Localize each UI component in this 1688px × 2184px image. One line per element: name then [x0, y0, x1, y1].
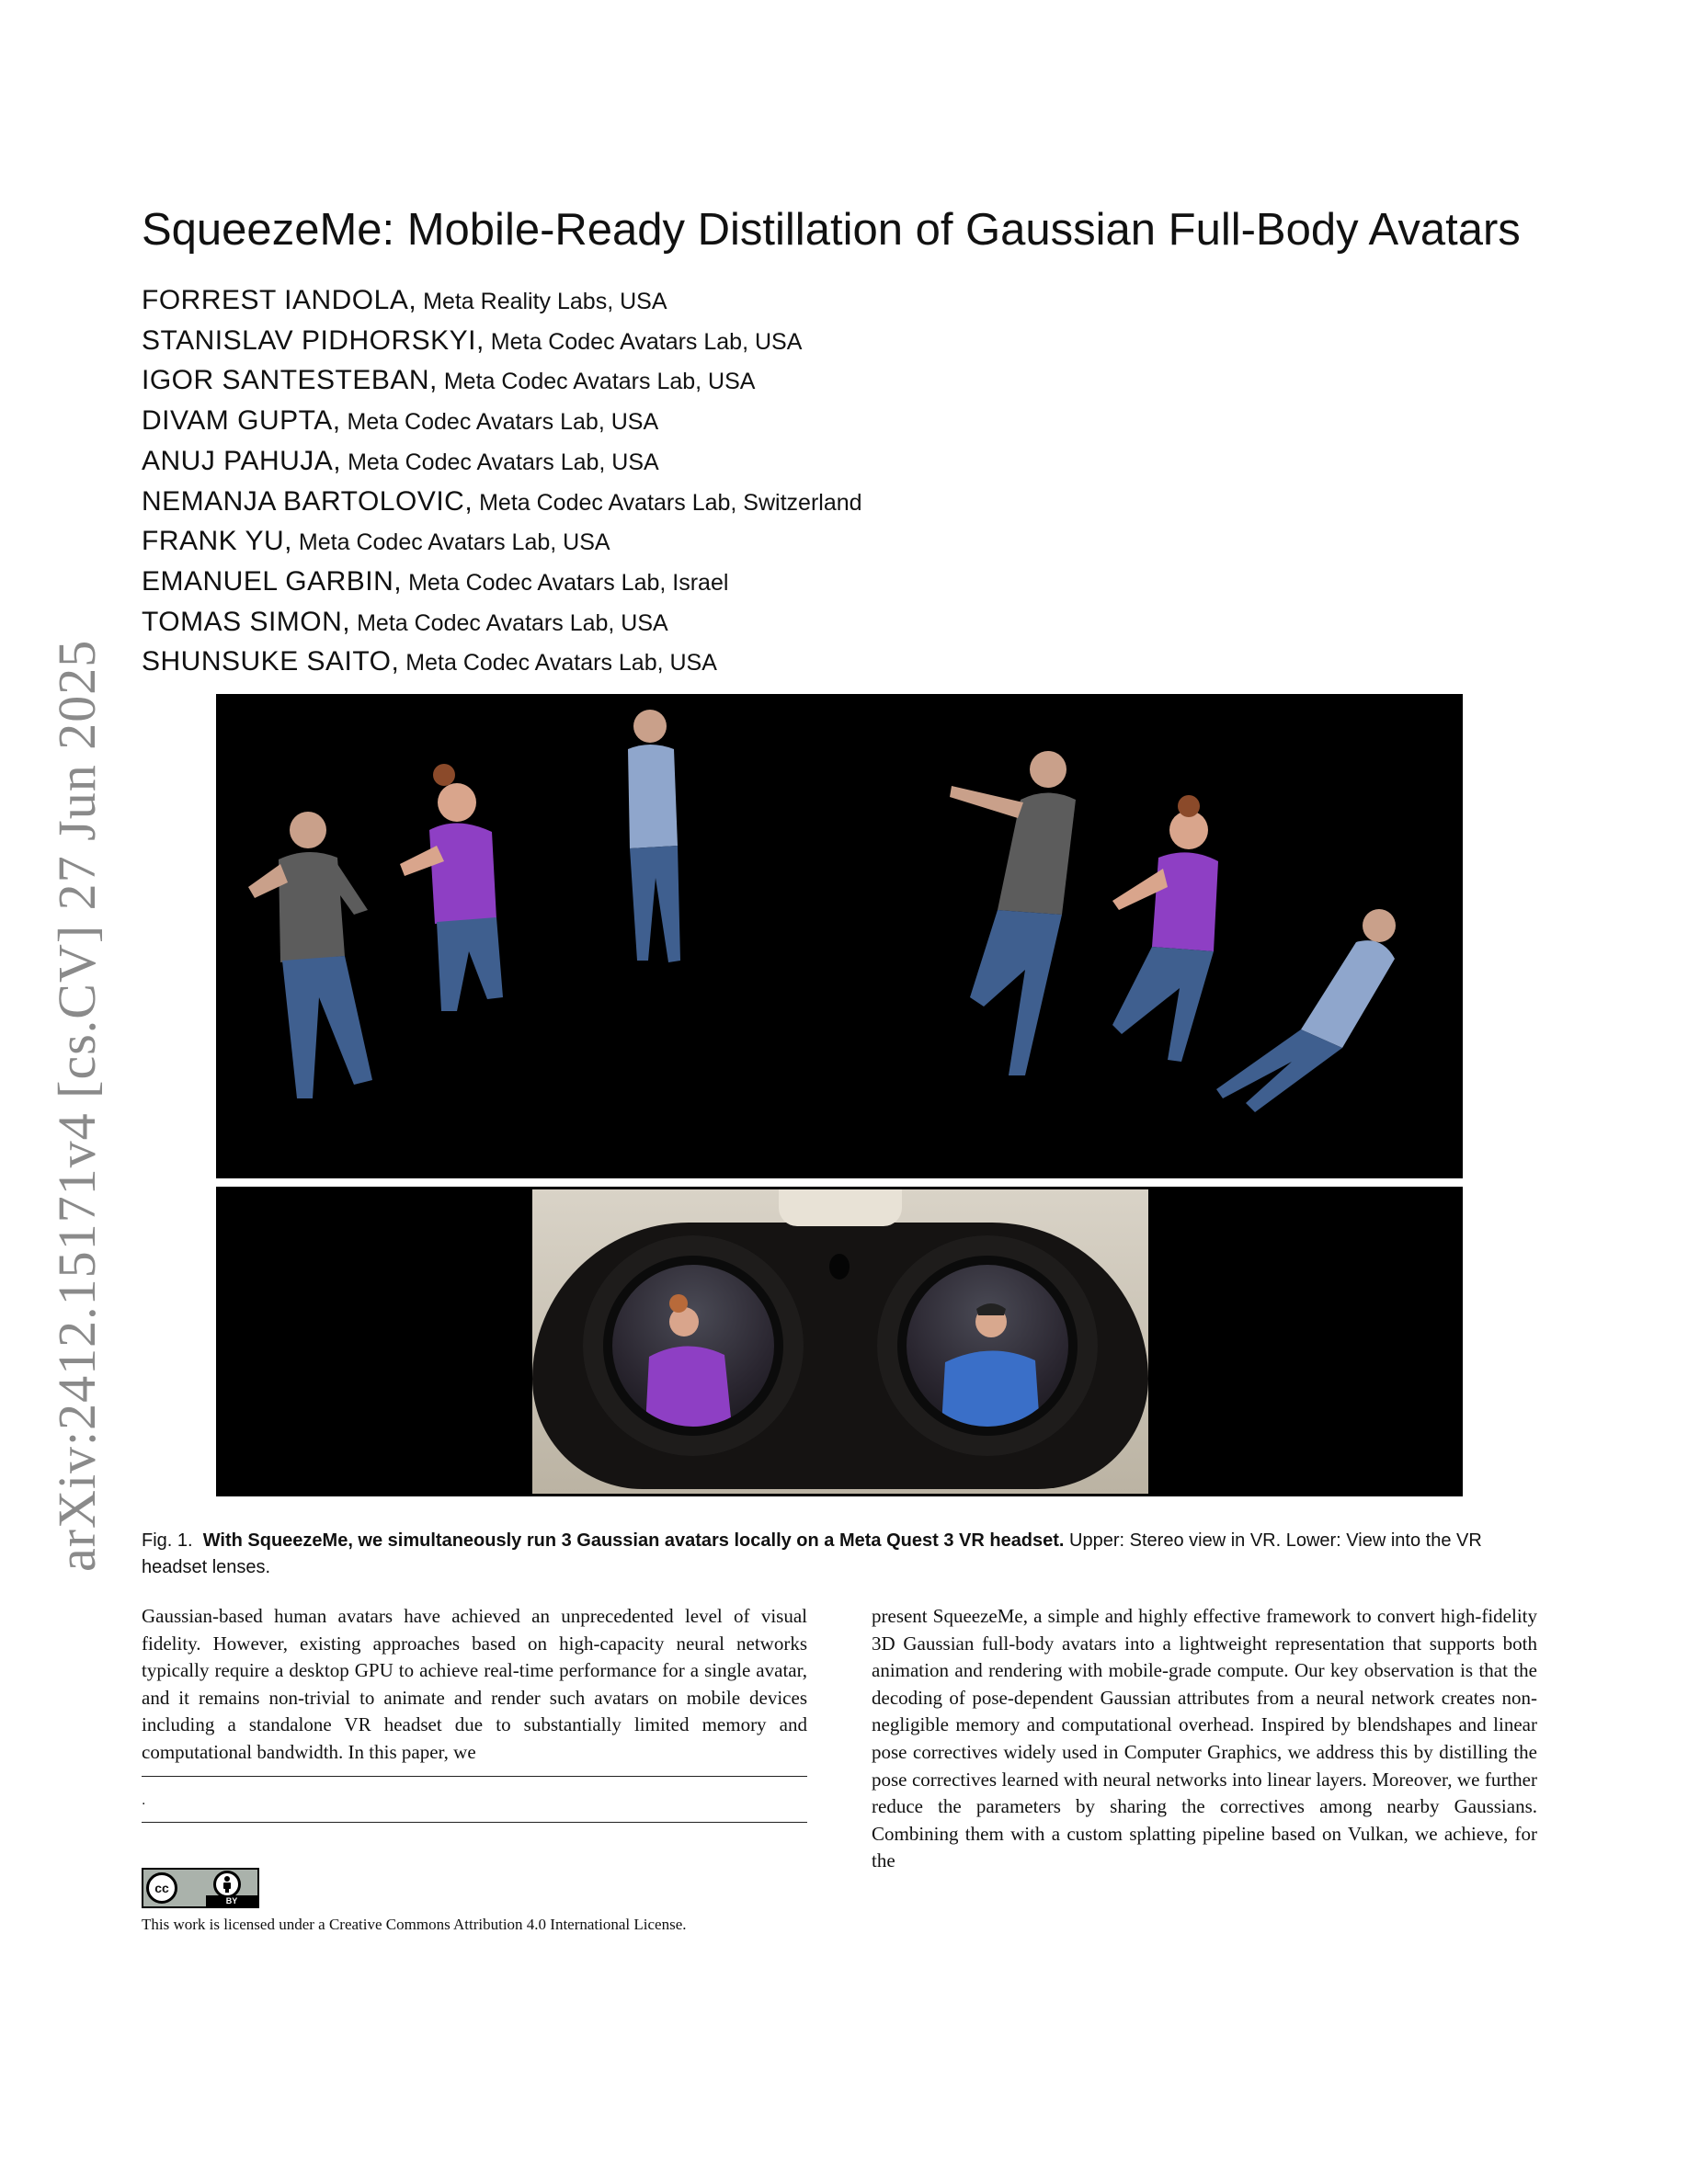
author-entry [142, 603, 1521, 643]
creative-commons-badge [142, 1868, 259, 1908]
blue-avatar-in-lens [907, 1265, 1068, 1427]
author-entry [142, 322, 1521, 362]
author-affiliation: Meta Codec Avatars Lab, Israel [402, 569, 729, 596]
author-entry [142, 522, 1521, 563]
avatar-blue-shirt-right [1216, 909, 1396, 1112]
license-text: This work is licensed under a Creative Commons Attribution 4.0 International License. [142, 1916, 687, 1933]
author-affiliation: Meta Codec Avatars Lab, USA [437, 369, 756, 395]
cc-by-label: BY [206, 1895, 257, 1906]
author-entry [142, 643, 1521, 683]
author-entry [142, 361, 1521, 402]
headset-nose-bridge [779, 1189, 902, 1226]
purple-avatar-in-lens [612, 1265, 774, 1427]
figure-caption [142, 1528, 1539, 1581]
author-name: SHUNSUKE SAITO, [142, 646, 400, 677]
author-entry [142, 483, 1521, 523]
avatar-gray-shirt-right [950, 751, 1076, 1075]
avatar-purple-shirt-left [400, 764, 503, 1011]
author-affiliation: Meta Codec Avatars Lab, USA [399, 650, 717, 677]
footnote-rule-top [142, 1776, 807, 1777]
author-list [142, 281, 1521, 683]
person-icon [216, 1873, 238, 1895]
figure-caption-rest: Upper: Stereo view in VR. Lower: View into the VR headset lenses. [142, 1530, 1482, 1577]
figure-caption-bold: With SqueezeMe, we simultaneously run 3 Gaussian avatars locally on a Meta Quest 3 VR headset. [202, 1530, 1065, 1551]
author-affiliation: Meta Codec Avatars Lab, Switzerland [473, 489, 862, 516]
author-entry [142, 563, 1521, 603]
avatar-blue-shirt-left [628, 710, 680, 962]
author-affiliation: Meta Reality Labs, USA [416, 289, 667, 314]
author-name: DIVAM GUPTA, [142, 405, 341, 437]
right-lens [877, 1235, 1098, 1456]
author-affiliation: Meta Codec Avatars Lab, USA [350, 609, 668, 636]
abstract-left-column: Gaussian-based human avatars have achieved an unprecedented level of visual fidelity. However, existing approaches based on high-capacity neural networks typically require a desktop GPU to achieve real-time performance for a single avatar, and it remains non-trivial to animate and render such avatars on mobile devices including a standalone VR headset due to substantially limited memory and computational bandwidth. In this paper, we [142, 1605, 807, 1763]
author-name: FRANK YU, [142, 526, 292, 557]
author-affiliation: Meta Codec Avatars Lab, USA [340, 409, 659, 436]
author-affiliation: Meta Codec Avatars Lab, USA [341, 449, 659, 475]
author-name: EMANUEL GARBIN, [142, 565, 403, 597]
left-lens-view [612, 1265, 774, 1427]
author-name: IGOR SANTESTEBAN, [142, 365, 438, 396]
stereo-view-figure [216, 694, 1463, 1178]
author-name: NEMANJA BARTOLOVIC, [142, 485, 473, 517]
author-name: FORREST IANDOLA, [142, 285, 417, 315]
author-entry [142, 402, 1521, 442]
attribution-person-icon [213, 1871, 241, 1898]
abstract-right-column: present SqueezeMe, a simple and highly effective framework to convert high-fidelity 3D Gaussian full-body avatars into a lightweight representation that supports both animation and rendering with mobile-grade compute. Our key observation is that the decoding of pose-dependent Gaussian attributes from a neural network creates non-negligible memory and computational overhead. Inspired by blendshapes and linear pose correctives widely used in Computer Graphics, we address this by distilling the pose correctives learned with neural networks into linear layers. Moreover, we further reduce the parameters by sharing the correctives among nearby Gaussians. Combining them with a custom splatting pipeline based on Vulkan, we achieve, for the [872, 1605, 1537, 1872]
cc-icon: cc [146, 1872, 177, 1904]
figure-label: Fig. 1. [142, 1530, 193, 1551]
paper-title: SqueezeMe: Mobile-Ready Distillation of Gaussian Full-Body Avatars [142, 205, 1521, 255]
author-entry [142, 442, 1521, 483]
arxiv-identifier: arXiv:2412.15171v4 [cs.CV] 27 Jun 2025 [47, 639, 107, 1572]
avatar-purple-shirt-right [1112, 795, 1218, 1062]
author-name: ANUJ PAHUJA, [142, 445, 342, 476]
headset-lenses-figure [216, 1187, 1463, 1496]
avatar-gray-shirt-left [248, 812, 372, 1098]
author-name: TOMAS SIMON, [142, 606, 351, 637]
footnote-rule-bottom [142, 1822, 807, 1823]
avatars-illustration [216, 694, 1463, 1178]
headset-photo [532, 1189, 1148, 1494]
author-entry [142, 281, 1521, 322]
author-affiliation: Meta Codec Avatars Lab, USA [484, 328, 803, 355]
author-affiliation: Meta Codec Avatars Lab, USA [291, 529, 610, 556]
headset-sensor [829, 1254, 850, 1280]
footnote-mark: . [142, 1792, 146, 1808]
left-lens [583, 1235, 804, 1456]
author-name: STANISLAV PIDHORSKYI, [142, 324, 485, 356]
right-lens-view [907, 1265, 1068, 1427]
